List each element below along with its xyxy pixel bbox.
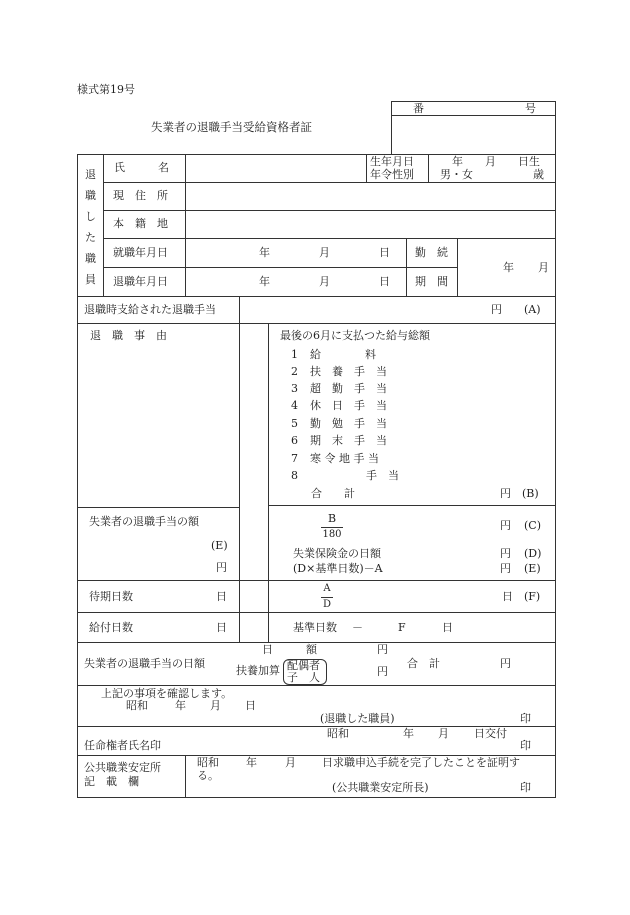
- retired-staff-seal: 印: [520, 712, 531, 725]
- calc-f-mark: (F): [524, 590, 541, 603]
- child-label: 子 人: [287, 671, 320, 684]
- salary-total-unit: 円: [500, 487, 511, 500]
- form-page: 様式第19号 失業者の退職手当受給資格者証 番 号 退 職 し た 職 員 氏 名 生年月日 年令性別 年 月 日生 男・女 歳 現 住 所 本 籍 地 就職年月日 年 月 日 退職年月日 年 月 日 勤 続 期 間 年 月 退職時支給された退職手当 円 (A) 退 職 事 由 最後の6月に支払つた給与総額 1 給 料 2 扶 養 手 当 3 超 勤 手 当 4 休 日 手 当 5 勤 勉 手 当 6 期 末 手 当 7 寒 令 地 手 当 8 手 当 合 計 円 (B) 失業者の退職手当の額 (E) 円 B 180 円 (C) 失業保険金の日額 円 (D) (D×基準日数)－A 円 (E) 待期日数 日 A D 日 (F) 給付日数 日 基準日数 － F 日 失業者の退職手当の日額 日 額 円 扶養加算 配偶者 子 人 円 合 計 円 上記の事項を確認します。 昭和 年 月 日 (退職した職員) 印 昭和 年 月 日交付 任命権者氏名印 印 公共職業安定所 記 載 欄 昭和 年 月 日求職申込手続を完了したことを証明す る。 (公共職業安定所長) 印: [0, 0, 630, 915]
- service-label-top: 勤 続: [415, 246, 448, 259]
- number-suffix: 号: [525, 102, 536, 115]
- office-year: 年: [246, 756, 257, 769]
- calc-e-mark: (E): [524, 562, 541, 575]
- office-head-label: (公共職業安定所長): [332, 781, 429, 794]
- employment-year: 年: [259, 246, 270, 259]
- domicile-label: 本 籍 地: [113, 217, 168, 230]
- form-number: 様式第19号: [77, 83, 135, 96]
- appointer-year: 年: [403, 727, 414, 740]
- confirmation-year: 年: [175, 699, 186, 712]
- base-days-label: 基準日数: [293, 621, 337, 634]
- number-box-right: [555, 101, 556, 154]
- name-label: 氏 名: [114, 161, 169, 174]
- retirement-reason-label: 退 職 事 由: [90, 329, 167, 342]
- benefit-days-unit: 日: [216, 621, 227, 634]
- daily-amount-unit: 円: [377, 643, 388, 656]
- waiting-days-label: 待期日数: [89, 590, 133, 603]
- service-col-left: [406, 238, 407, 296]
- row-line-4: [103, 267, 457, 268]
- age-sex-label: 年令性別: [370, 168, 414, 181]
- calc-c-mark: (C): [524, 519, 541, 532]
- number-label: 番: [413, 102, 424, 115]
- salary-total-label: 合 計: [311, 487, 355, 500]
- row-line-3: [103, 238, 556, 239]
- mid-column-right: [268, 323, 269, 642]
- office-certification-text: 日求職申込手続を完了したことを証明す: [322, 756, 520, 769]
- frame-left: [77, 154, 78, 797]
- mid-column-left: [239, 296, 240, 642]
- calc-d-mark: (D): [524, 547, 542, 560]
- paid-row-bottom: [77, 323, 556, 324]
- office-label-top: 公共職業安定所: [84, 761, 161, 774]
- office-month: 月: [285, 756, 296, 769]
- salary-bottom-line: [268, 505, 556, 506]
- row-line-2: [103, 210, 556, 211]
- retirement-year: 年: [259, 275, 270, 288]
- birth-col-right: [428, 154, 429, 182]
- waiting-days-unit: 日: [216, 590, 227, 603]
- birth-col-left: [366, 154, 367, 182]
- service-label-bottom: 期 間: [415, 275, 448, 288]
- number-box-divider: [391, 115, 556, 116]
- unemployed-amount-mark: (E): [211, 539, 228, 552]
- employment-date-label: 就職年月日: [113, 246, 168, 259]
- daily-bottom-line: [77, 685, 556, 686]
- paid-row-top: [77, 296, 556, 297]
- daily-amount-label: 失業者の退職手当の日額: [84, 657, 205, 670]
- formula-e: (D×基準日数)－A: [293, 562, 383, 575]
- daily-total-unit: 円: [500, 657, 511, 670]
- office-column-divider: [185, 755, 186, 797]
- number-box-left: [391, 101, 392, 154]
- employment-day: 日: [379, 246, 390, 259]
- retirement-day: 日: [379, 275, 390, 288]
- appointer-name-label: 任命権者氏名印: [84, 739, 161, 752]
- appointer-issue-date: 日交付: [474, 727, 507, 740]
- base-days-minus: －: [352, 621, 363, 634]
- confirmation-month: 月: [210, 699, 221, 712]
- service-col-right: [457, 238, 458, 296]
- paid-allowance-mark: (A): [524, 303, 541, 316]
- retirement-date-label: 退職年月日: [113, 275, 168, 288]
- sex-options: 男・女: [440, 168, 473, 181]
- office-label-bottom: 記 載 欄: [84, 775, 139, 788]
- appointer-month: 月: [438, 727, 449, 740]
- birth-label: 生年月日: [370, 155, 414, 168]
- salary-heading: 最後の6月に支払つた給与総額: [280, 329, 430, 342]
- employment-month: 月: [319, 246, 330, 259]
- dependent-label: 扶養加算: [236, 664, 280, 677]
- office-era: 昭和: [197, 756, 219, 769]
- section-column-divider: [103, 154, 104, 296]
- base-days-f: F: [398, 621, 406, 634]
- calc-f-unit: 日: [502, 590, 513, 603]
- base-days-unit: 日: [442, 621, 453, 634]
- address-label: 現 住 所: [113, 189, 168, 202]
- confirmation-era: 昭和: [126, 699, 148, 712]
- spouse-label: 配偶者: [287, 659, 320, 672]
- unemployed-amount-label: 失業者の退職手当の額: [89, 515, 199, 528]
- appointer-seal: 印: [520, 739, 531, 752]
- calc-d-unit: 円: [500, 547, 511, 560]
- retirement-month: 月: [319, 275, 330, 288]
- age-unit: 歳: [533, 168, 544, 181]
- office-certification-text-end: る。: [197, 769, 219, 782]
- service-month: 月: [538, 261, 549, 274]
- waiting-bottom-line: [77, 612, 556, 613]
- daily-total-label: 合 計: [407, 657, 440, 670]
- birth-date-format: 年 月 日生: [452, 155, 540, 168]
- service-year: 年: [503, 261, 514, 274]
- calc-e-unit: 円: [500, 562, 511, 575]
- dependent-unit: 円: [377, 665, 388, 678]
- office-seal: 印: [520, 781, 531, 794]
- salary-total-mark: (B): [522, 487, 539, 500]
- retired-staff-label: (退職した職員): [320, 712, 395, 725]
- frame-right: [555, 154, 556, 797]
- confirmation-day: 日: [245, 699, 256, 712]
- insurance-daily-label: 失業保険金の日額: [293, 547, 381, 560]
- frame-bottom: [77, 797, 556, 798]
- calc-c-unit: 円: [500, 519, 511, 532]
- row-line-1: [103, 182, 556, 183]
- appointer-era: 昭和: [327, 727, 349, 740]
- confirmation-text: 上記の事項を確認します。: [101, 687, 233, 700]
- unemployed-amount-unit: 円: [216, 561, 227, 574]
- amount-bottom-line: [77, 580, 556, 581]
- reason-bottom-line: [77, 507, 240, 508]
- daily-amount-sub: 日 額: [262, 643, 317, 656]
- label-column-divider: [185, 154, 186, 296]
- paid-allowance-unit: 円: [491, 303, 502, 316]
- paid-allowance-label: 退職時支給された退職手当: [84, 303, 216, 316]
- form-title: 失業者の退職手当受給資格者証: [151, 120, 312, 134]
- benefit-days-label: 給付日数: [89, 621, 133, 634]
